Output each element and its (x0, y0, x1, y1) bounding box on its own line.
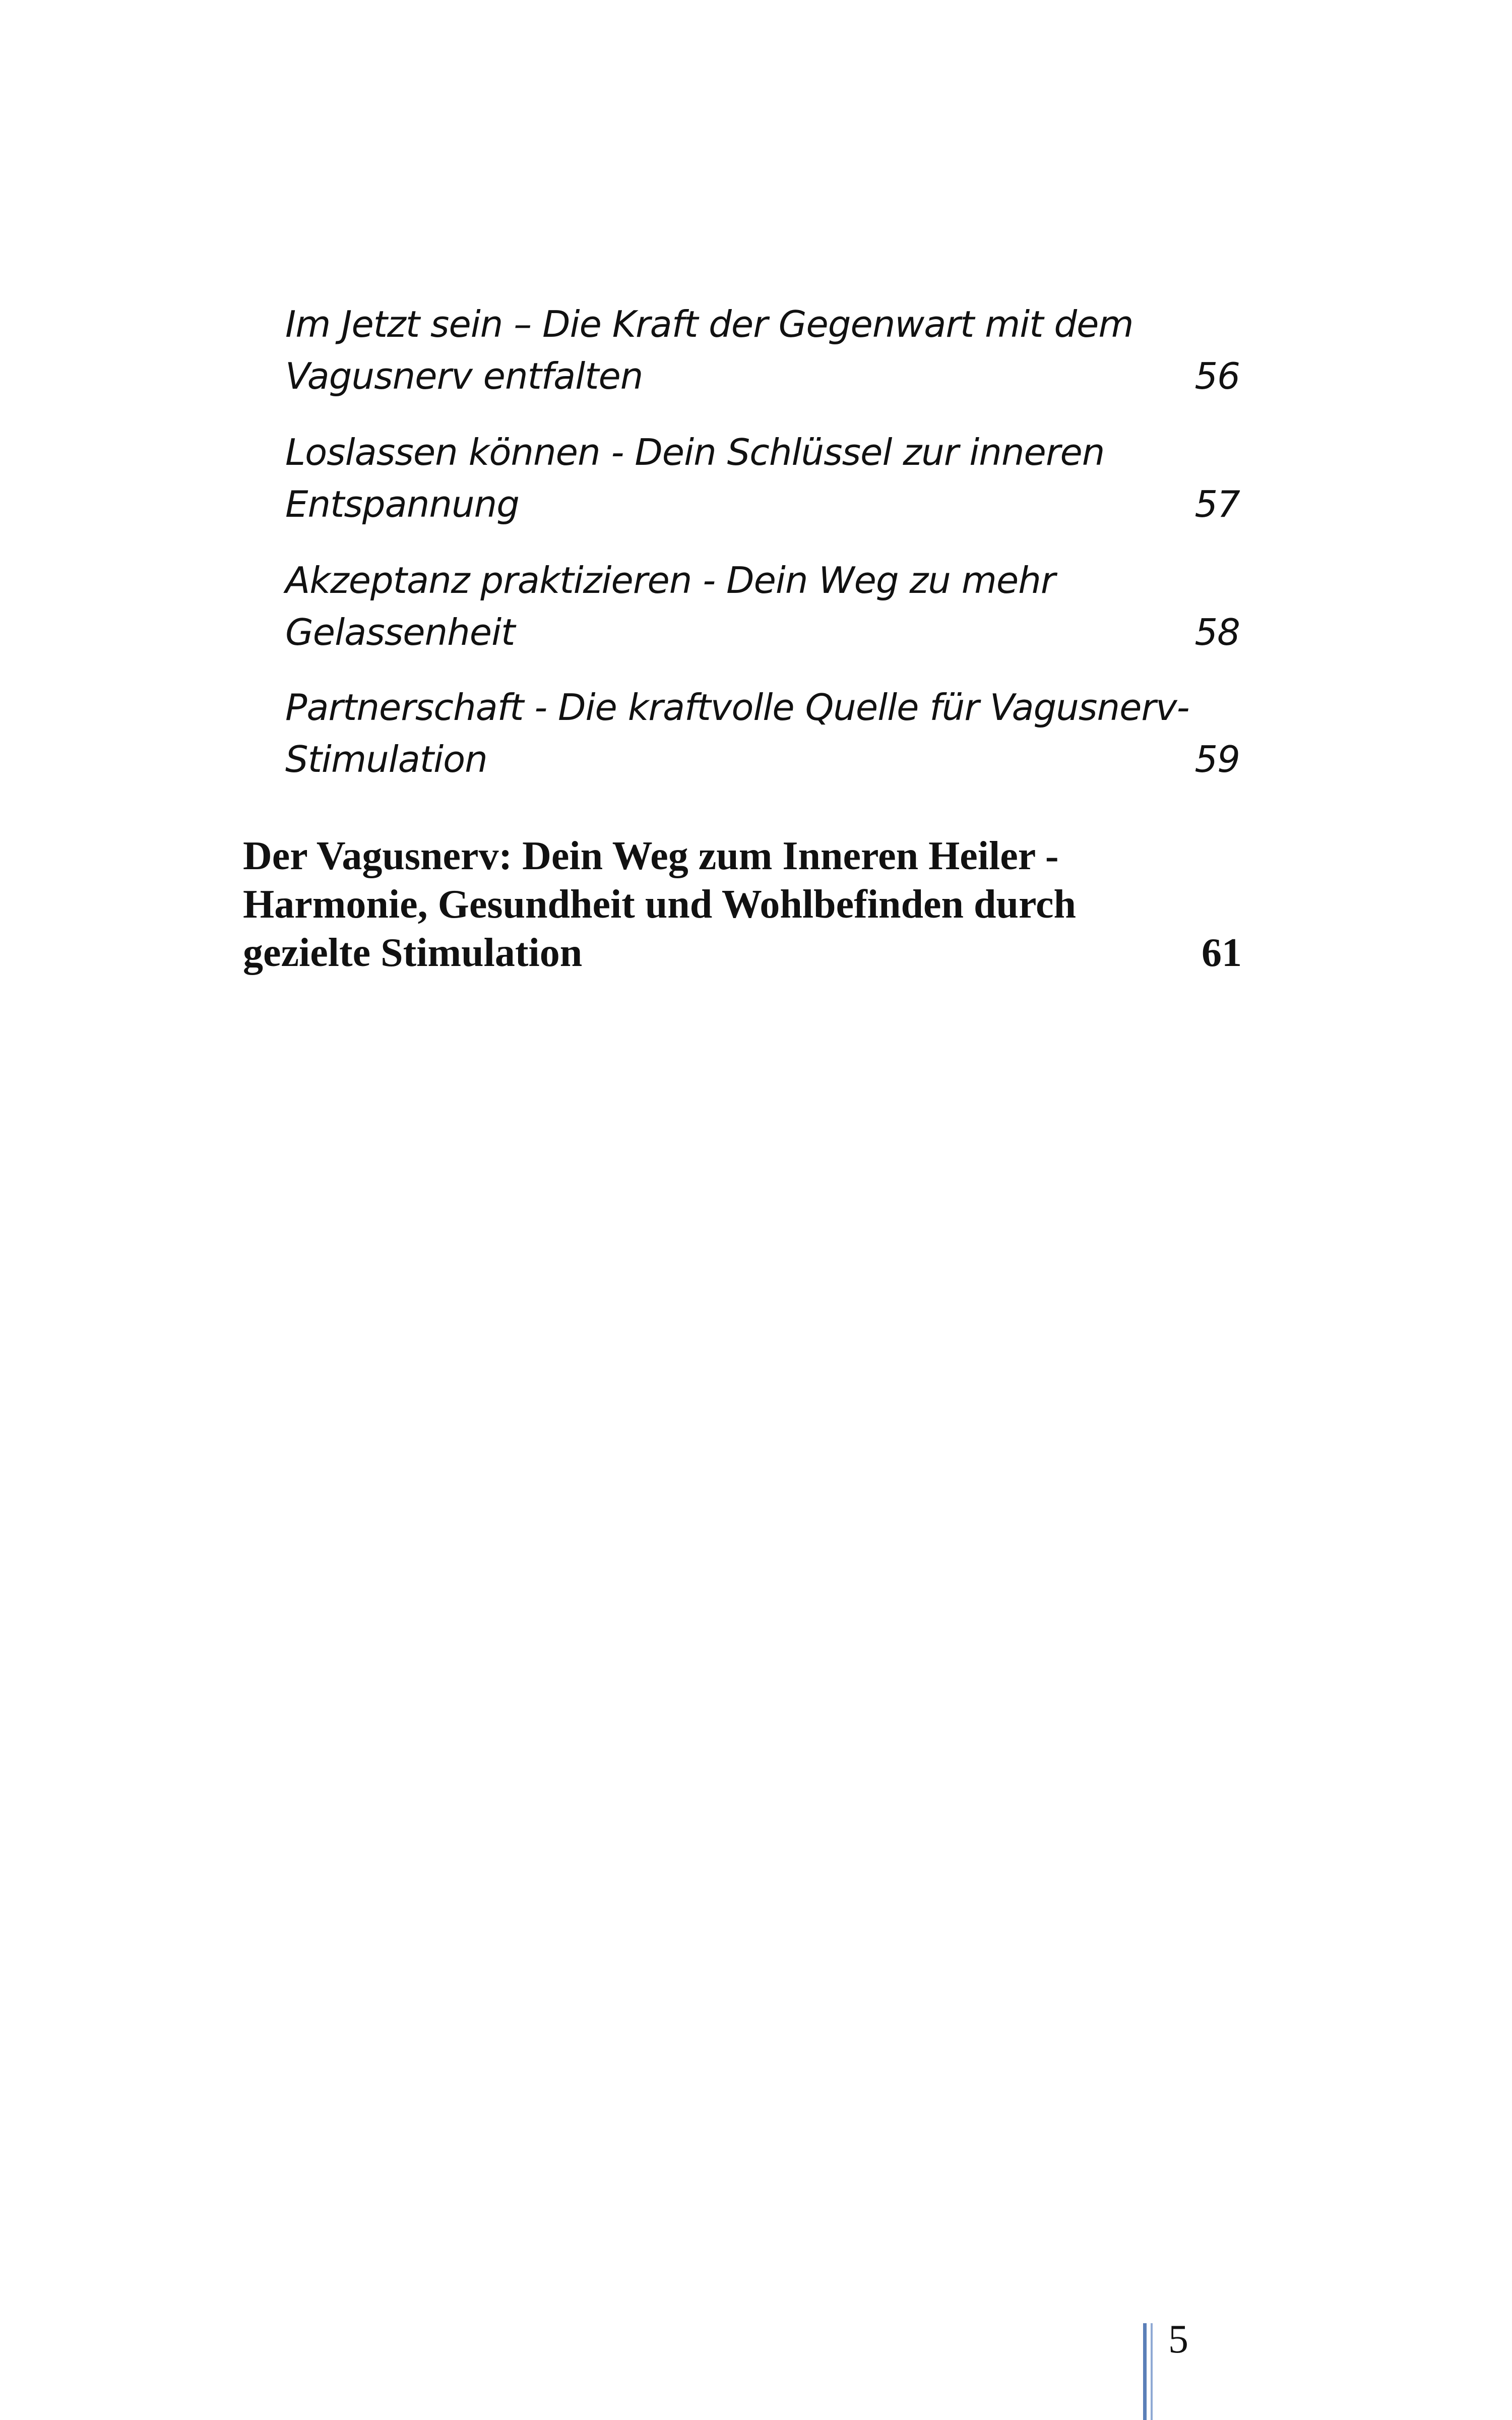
toc-chapter-title-text: gezielte Stimulation (243, 931, 583, 975)
toc-entry-page-number: 57 (1194, 483, 1240, 525)
toc-entry-page-number: 56 (1194, 355, 1240, 397)
toc-chapter-title-line (243, 929, 1242, 977)
toc-entry-title-line: Loslassen können - Dein Schlüssel zur inneren (285, 431, 1105, 473)
toc-entry[interactable] (285, 298, 1240, 402)
toc-entry-title-text: Entspannung (285, 483, 519, 525)
footer-rule (1143, 2323, 1147, 2420)
toc-entry-title-line (285, 350, 1240, 402)
toc-entry-title-line: Im Jetzt sein – Die Kraft der Gegenwart mit dem (285, 303, 1133, 345)
toc-entry-title-line: Partnerschaft - Die kraftvolle Quelle für Vagusnerv- (285, 686, 1189, 729)
toc-entry-title-line (285, 734, 1240, 785)
toc-chapter-page-number: 61 (1202, 931, 1242, 975)
toc-entry-title-line (285, 478, 1240, 530)
footer-page-number: 5 (1168, 2317, 1188, 2362)
toc-entry-page-number: 59 (1194, 738, 1240, 780)
footer-rule-secondary (1151, 2323, 1153, 2420)
toc-chapter-title-line: Der Vagusnerv: Dein Weg zum Inneren Heiler - (243, 834, 1059, 878)
toc-entry[interactable] (285, 555, 1240, 658)
toc-entry-title-text: Vagusnerv entfalten (285, 355, 643, 397)
toc-entry-page-number: 58 (1194, 611, 1240, 653)
toc-chapter-title-line: Harmonie, Gesundheit und Wohlbefinden durch (243, 882, 1077, 927)
toc-entry-title-line: Akzeptanz praktizieren - Dein Weg zu mehr (285, 559, 1055, 601)
toc-entry-title-text: Stimulation (285, 738, 487, 780)
toc-entry[interactable] (285, 427, 1240, 530)
toc-entry-title-text: Gelassenheit (285, 611, 515, 653)
toc-chapter-entry[interactable] (243, 832, 1242, 977)
toc-entry[interactable] (285, 682, 1240, 785)
toc-entry-title-line (285, 607, 1240, 658)
